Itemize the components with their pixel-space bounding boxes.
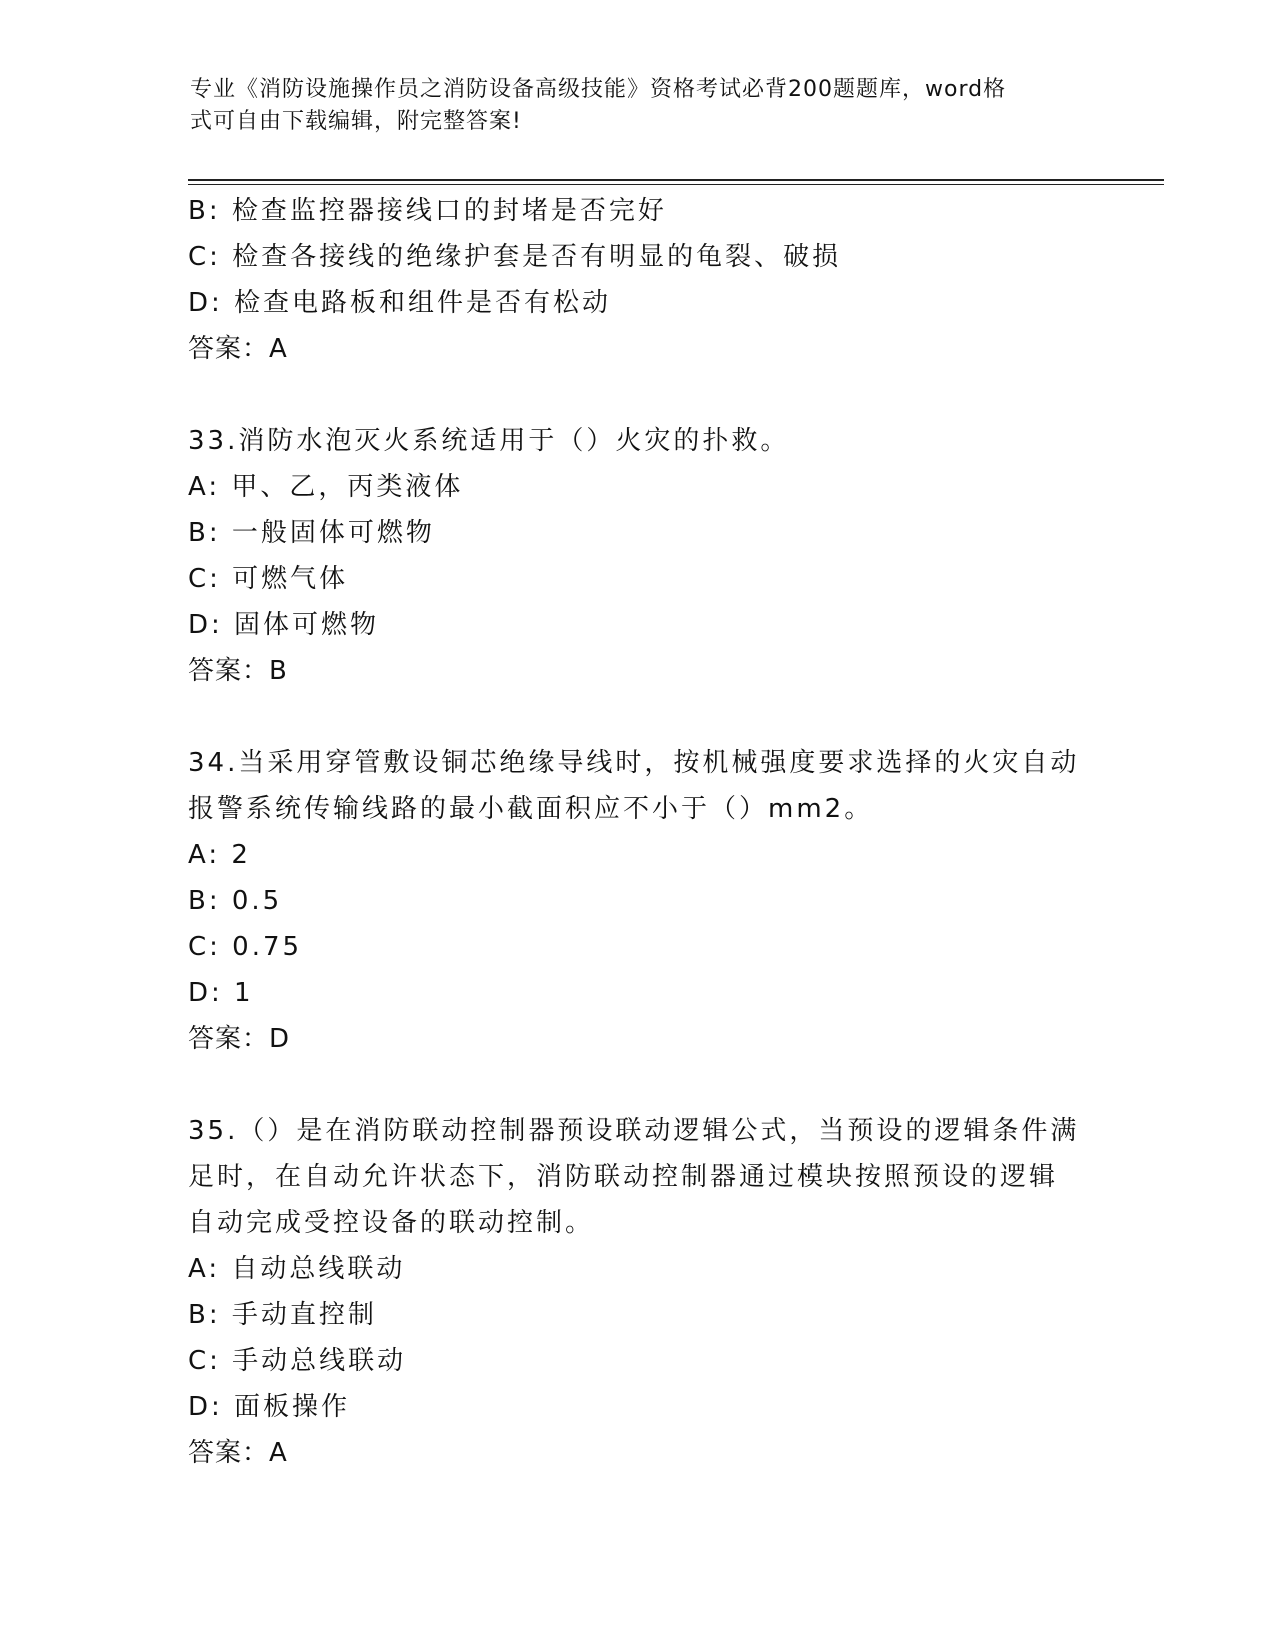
option-d: D: 1 [188, 978, 254, 1008]
answer-label: 答案：B [188, 656, 288, 686]
question-33 [188, 418, 1088, 694]
option-c: C: 手动总线联动 [188, 1346, 407, 1376]
question-text-line-1: 34.当采用穿管敷设铜芯绝缘导线时，按机械强度要求选择的火灾自动 [188, 748, 1080, 778]
spacer [188, 372, 1088, 418]
option-a: A: 自动总线联动 [188, 1254, 406, 1284]
answer-label: 答案：D [188, 1024, 291, 1054]
question-text-line-3: 自动完成受控设备的联动控制。 [188, 1208, 595, 1238]
option-c: C: 0.75 [188, 932, 303, 962]
option-a: A: 甲、乙，丙类液体 [188, 472, 464, 502]
question-text-line-2: 报警系统传输线路的最小截面积应不小于（）mm2。 [188, 794, 874, 824]
header-divider-thick [188, 179, 1164, 181]
question-list [188, 188, 1088, 1476]
document-header [190, 74, 1090, 138]
header-line-2: 式可自由下载编辑，附完整答案! [190, 109, 522, 134]
question-text: 33.消防水泡灭火系统适用于（）火灾的扑救。 [188, 426, 790, 456]
answer-label: 答案：A [188, 1438, 288, 1468]
question-32-tail [188, 188, 1088, 372]
question-text-line-1: 35.（）是在消防联动控制器预设联动逻辑公式，当预设的逻辑条件满 [188, 1116, 1080, 1146]
header-divider-thin [188, 184, 1164, 185]
option-b: B: 检查监控器接线口的封堵是否完好 [188, 196, 667, 226]
question-text-line-2: 足时，在自动允许状态下，消防联动控制器通过模块按照预设的逻辑 [188, 1162, 1059, 1192]
question-35 [188, 1108, 1088, 1476]
spacer [188, 694, 1088, 740]
option-d: D: 面板操作 [188, 1392, 351, 1422]
option-d: D: 检查电路板和组件是否有松动 [188, 288, 612, 318]
spacer [188, 1062, 1088, 1108]
option-b: B: 一般固体可燃物 [188, 518, 435, 548]
question-34 [188, 740, 1088, 1062]
header-line-1: 专业《消防设施操作员之消防设备高级技能》资格考试必背200题题库，word格 [190, 77, 1007, 102]
answer-label: 答案：A [188, 334, 288, 364]
option-d: D: 固体可燃物 [188, 610, 380, 640]
option-b: B: 手动直控制 [188, 1300, 377, 1330]
option-c: C: 检查各接线的绝缘护套是否有明显的龟裂、破损 [188, 242, 842, 272]
option-b: B: 0.5 [188, 886, 283, 916]
option-c: C: 可燃气体 [188, 564, 349, 594]
option-a: A: 2 [188, 840, 251, 870]
